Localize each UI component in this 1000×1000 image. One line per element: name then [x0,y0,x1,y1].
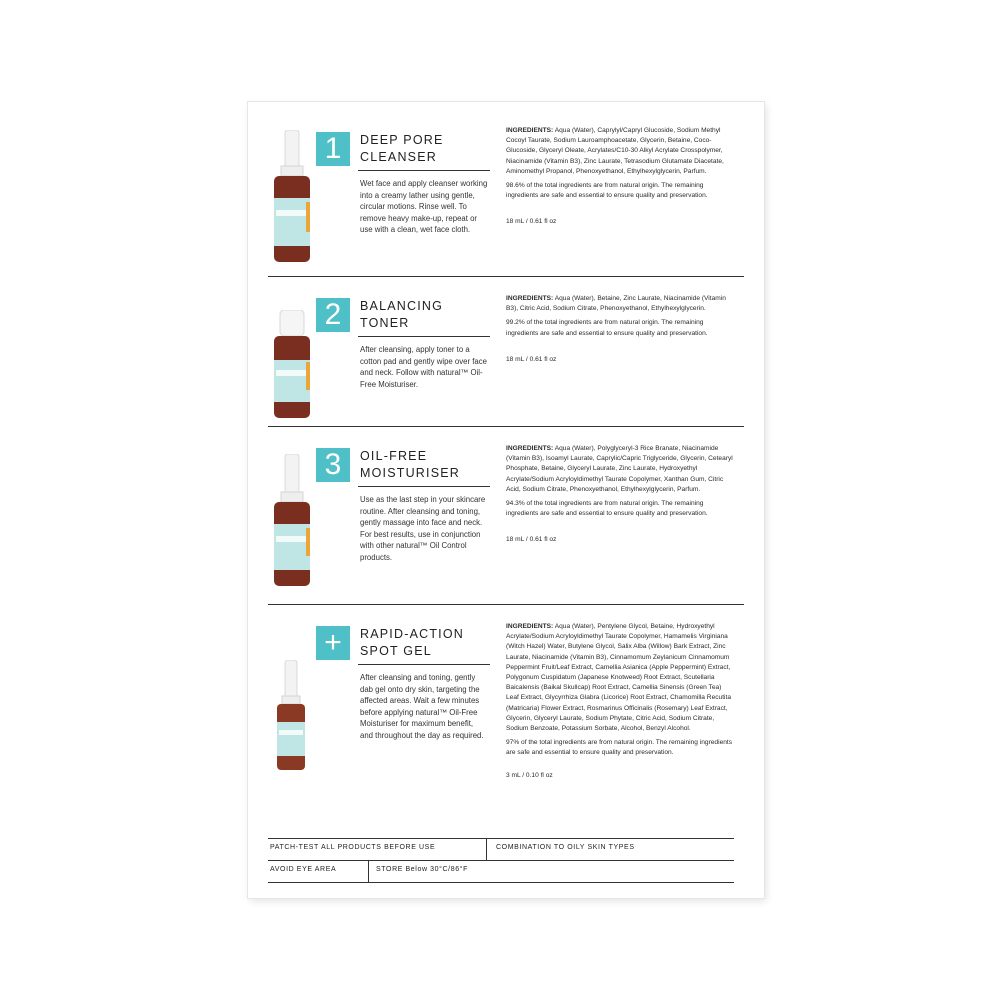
footer-row-1 [268,838,734,860]
skin-types-note: COMBINATION TO OILY SKIN TYPES [496,844,635,851]
footer-rule [268,882,734,883]
section-divider [268,426,744,427]
footer-divider [368,860,369,882]
moisturiser-bottle-icon [270,454,314,586]
product-title-oil-free-moisturiser: OIL-FREE MOISTURISER [360,449,461,480]
product-size: 18 mL / 0.61 fl oz [506,536,557,544]
product-title-rapid-action-spot-gel: RAPID-ACTION SPOT GEL [360,627,464,658]
product-directions: After cleansing and toning, gently dab gel onto dry skin, targeting the affected areas. Wait a few minutes before applying natural™ Oil-Free Moisturiser for maximum benefit, and throughout the day as required. [360,673,484,740]
natural-origin-note: 99.2% of the total ingredients are from natural origin. The remaining ingredients are safe and essential to ensure quality and preservation. [506,319,708,337]
natural-origin-note: 97% of the total ingredients are from natural origin. The remaining ingredients are safe and essential to ensure quality and preservation. [506,739,733,757]
step-number-3: 3 [316,448,350,482]
storage-instructions: STORE Below 30°C/86°F [376,866,468,873]
section-divider [268,604,744,605]
toner-bottle-icon [270,310,314,418]
product-title-deep-pore-cleanser: DEEP PORE CLEANSER [360,133,444,164]
product-directions: Use as the last step in your skincare routine. After cleansing and toning, gently massage into face and neck. For best results, use in conjunction with other natural™ Oil Control products. [360,495,486,562]
section-divider [268,276,744,277]
product-title-balancing-toner: BALANCING TONER [360,299,444,330]
product-size: 18 mL / 0.61 fl oz [506,355,557,363]
natural-origin-note: 94.3% of the total ingredients are from natural origin. The remaining ingredients are safe and essential to ensure quality and preservation. [506,500,708,518]
title-rule [358,170,490,171]
ingredients-block: INGREDIENTS: Aqua (Water), Polyglyceryl-3 Rice Branate, Niacinamide (Vitamin B3), Isoamyl Laurate, Caprylic/Capric Triglyceride, Glycerin, Cetearyl Phosphate, Betaine, Glyceryl Laurate, Zinc Laurate, Hydroxyethyl Acrylate/Sodium Acryloyldimethyl Taurate Copolymer, Xanthan Gum, Citric Acid, Sodium Citrate, Phenoxyethanol, Ethylhexylglycerin, Parfum. 94.3% of the total ingredients are from natural origin. The remaining ingredients are safe and essential to ensure quality and preservation. 18 mL / 0.61 fl oz [506,444,736,546]
title-rule [358,336,490,337]
step-number-plus: + [316,626,350,660]
product-directions: Wet face and apply cleanser working into a creamy lather using gentle, circular motions. Rinse well. To remove heavy make-up, repeat or use with a clean, wet face cloth. [360,179,488,234]
title-rule [358,664,490,665]
footer-divider [486,838,487,860]
footer-row-2 [268,860,734,882]
natural-origin-note: 98.6% of the total ingredients are from natural origin. The remaining ingredients are safe and essential to ensure quality and preservation. [506,182,708,200]
product-size: 3 mL / 0.10 fl oz [506,771,553,779]
product-size: 18 mL / 0.61 fl oz [506,218,557,226]
product-directions: After cleansing, apply toner to a cotton pad and gently wipe over face and neck. Follow with natural™ Oil-Free Moisturiser. [360,345,488,389]
product-leaflet [248,102,764,898]
step-number-2: 2 [316,298,350,332]
step-number-1: 1 [316,132,350,166]
patch-test-warning: PATCH-TEST ALL PRODUCTS BEFORE USE [270,844,436,851]
ingredients-block: INGREDIENTS: Aqua (Water), Betaine, Zinc Laurate, Niacinamide (Vitamin B3), Citric Acid, Sodium Citrate, Phenoxyethanol, Ethylhexylglycerin. 99.2% of the total ingredients are from natural origin. The remaining ingredients are safe and essential to ensure quality and preservation. 18 mL / 0.61 fl oz [506,294,736,365]
avoid-eye-warning: AVOID EYE AREA [270,866,337,873]
ingredients-block: INGREDIENTS: Aqua (Water), Caprylyl/Capryl Glucoside, Sodium Methyl Cocoyl Taurate, Sodium Lauroamphoacetate, Glycerin, Betaine, Coco-Glucoside, Glyceryl Oleate, Acrylates/C10-30 Alkyl Acrylate Crosspolymer, Niacinamide (Vitamin B3), Zinc Laurate, Tetrasodium Glutamate Diacetate, Aminomethyl Propanol, Phenoxyethanol, Ethylhexylglycerin, Parfum. 98.6% of the total ingredients are from natural origin. The remaining ingredients are safe and essential to ensure quality and preservation. 18 mL / 0.61 fl oz [506,126,736,228]
cleanser-bottle-icon [270,130,314,262]
ingredients-block: INGREDIENTS: Aqua (Water), Pentylene Glycol, Betaine, Hydroxyethyl Acrylate/Sodium Acryloyldimethyl Taurate Copolymer, Hamamelis Virginiana (Witch Hazel) Water, Butylene Glycol, Salix Alba (Willow) Bark Extract, Zinc Laurate, Niacinamide (Vitamin B3), Cinnamomum Zeylanicum Cinnamomum Peppermint Fruit/Leaf Extract, Camellia Asianica (Apple Peppermint) Extract, Polygonum Cuspidatum (Japanese Knotweed) Root Extract, Scutellaria Baicalensis (Baikal Skullcap) Root Extract, Camellia Sinensis (Green Tea) Leaf Extract, Glycyrrhiza Glabra (Licorice) Root Extract, Chamomilla Recutita (Matricaria) Flower Extract, Rosmarinus Officinalis (Rosemary) Leaf Extract, Glycerin, Glyceryl Laurate, Sodium Phytate, Citric Acid, Sodium Citrate, Sodium Benzoate, Potassium Sorbate, Alcohol, Benzyl Alcohol. 97% of the total ingredients are from natural origin. The remaining ingredients are safe and essential to ensure quality and preservation. 3 mL / 0.10 fl oz [506,622,736,781]
spot-gel-bottle-icon [274,660,308,770]
title-rule [358,486,490,487]
